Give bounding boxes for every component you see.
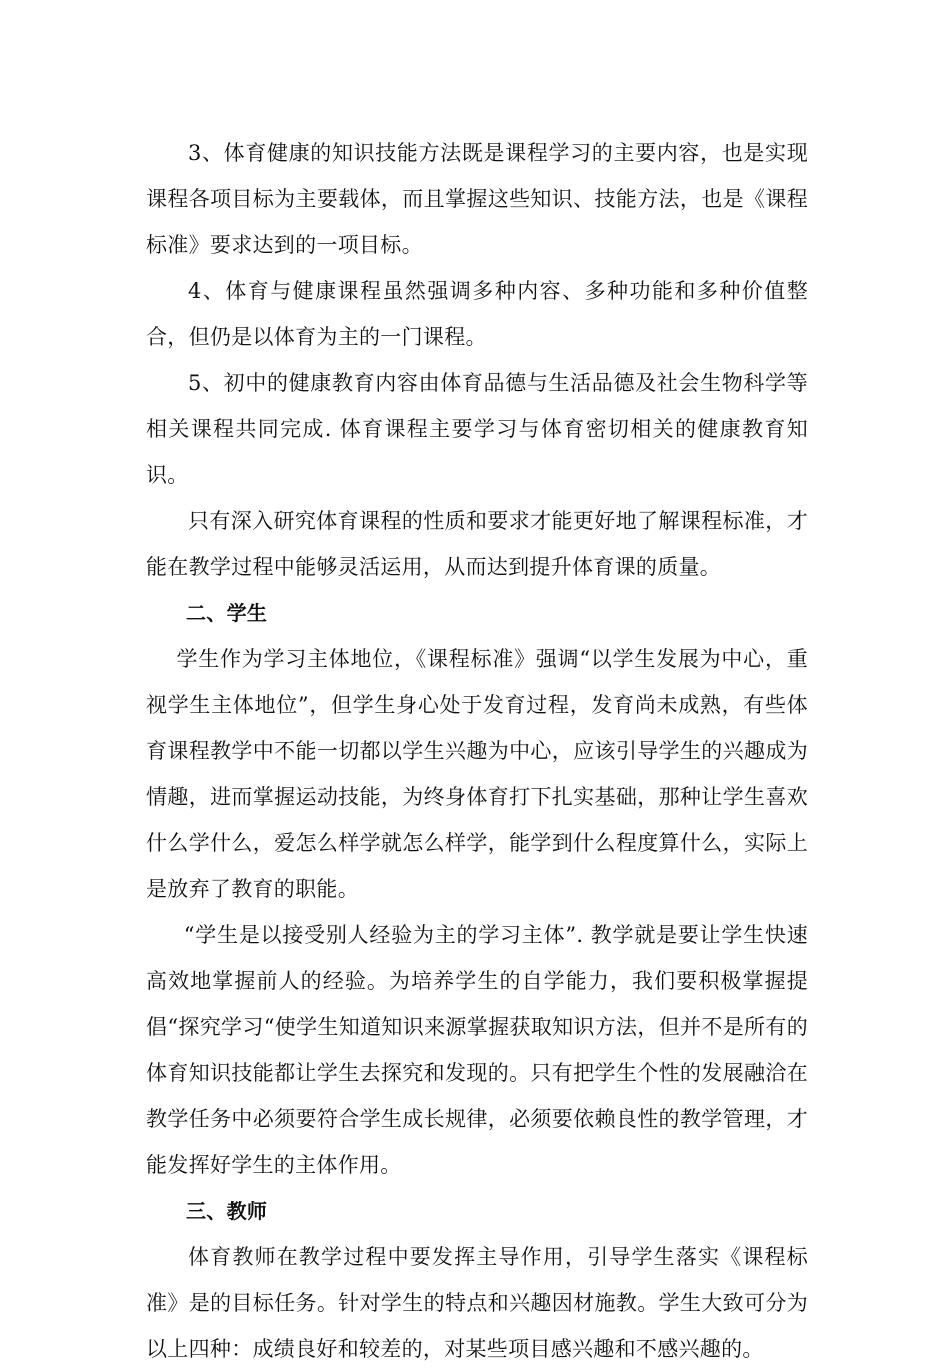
section-heading-students: 二、学生 — [186, 601, 268, 625]
paragraph-item-3: 3、体育健康的知识技能方法既是课程学习的主要内容，也是实现课程各项目标为主要载体，而且掌握这些知识、技能方法，也是《课程标准》要求达到的一项目标。 — [146, 141, 808, 257]
paragraph-students-1: 学生作为学习主体地位，《课程标准》强调“以学生发展为中心，重视学生主体地位”，但学生身心处于发育过程，发育尚未成熟，有些体育课程教学中不能一切都以学生兴趣为中心，应该引导学生的兴趣成为情趣，进而掌握运动技能，为终身体育打下扎实基础，那种让学生喜欢什么学什么，爱怎么样学就怎么样学，能学到什么程度算什么，实际上是放弃了教育的职能。 — [146, 647, 808, 901]
paragraph-conclusion: 只有深入研究体育课程的性质和要求才能更好地了解课程标准，才能在教学过程中能够灵活运用，从而达到提升体育课的质量。 — [146, 509, 808, 579]
paragraph-teachers-1: 体育教师在教学过程中要发挥主导作用，引导学生落实《课程标准》是的目标任务。针对学生的特点和兴趣因材施教。学生大致可分为以上四种：成绩良好和较差的，对某些项目感兴趣和不感兴趣的。 — [146, 1245, 808, 1361]
document-body — [146, 130, 808, 1372]
paragraph-item-5: 5、初中的健康教育内容由体育品德与生活品德及社会生物科学等相关课程共同完成. 体育课程主要学习与体育密切相关的健康教育知识。 — [146, 371, 808, 487]
section-heading-teachers: 三、教师 — [186, 1199, 268, 1223]
paragraph-item-4: 4、体育与健康课程虽然强调多种内容、多种功能和多种价值整合，但仍是以体育为主的一门课程。 — [146, 279, 808, 349]
paragraph-students-2: “学生是以接受别人经验为主的学习主体”. 教学就是要让学生快速高效地掌握前人的经验。为培养学生的自学能力，我们要积极掌握提倡“探究学习“使学生知道知识来源掌握获取知识方法，但并不是所有的体育知识技能都让学生去探究和发现的。只有把学生个性的发展融洽在教学任务中必须要符合学生成长规律，必须要依赖良性的教学管理，才能发挥好学生的主体作用。 — [146, 923, 808, 1177]
